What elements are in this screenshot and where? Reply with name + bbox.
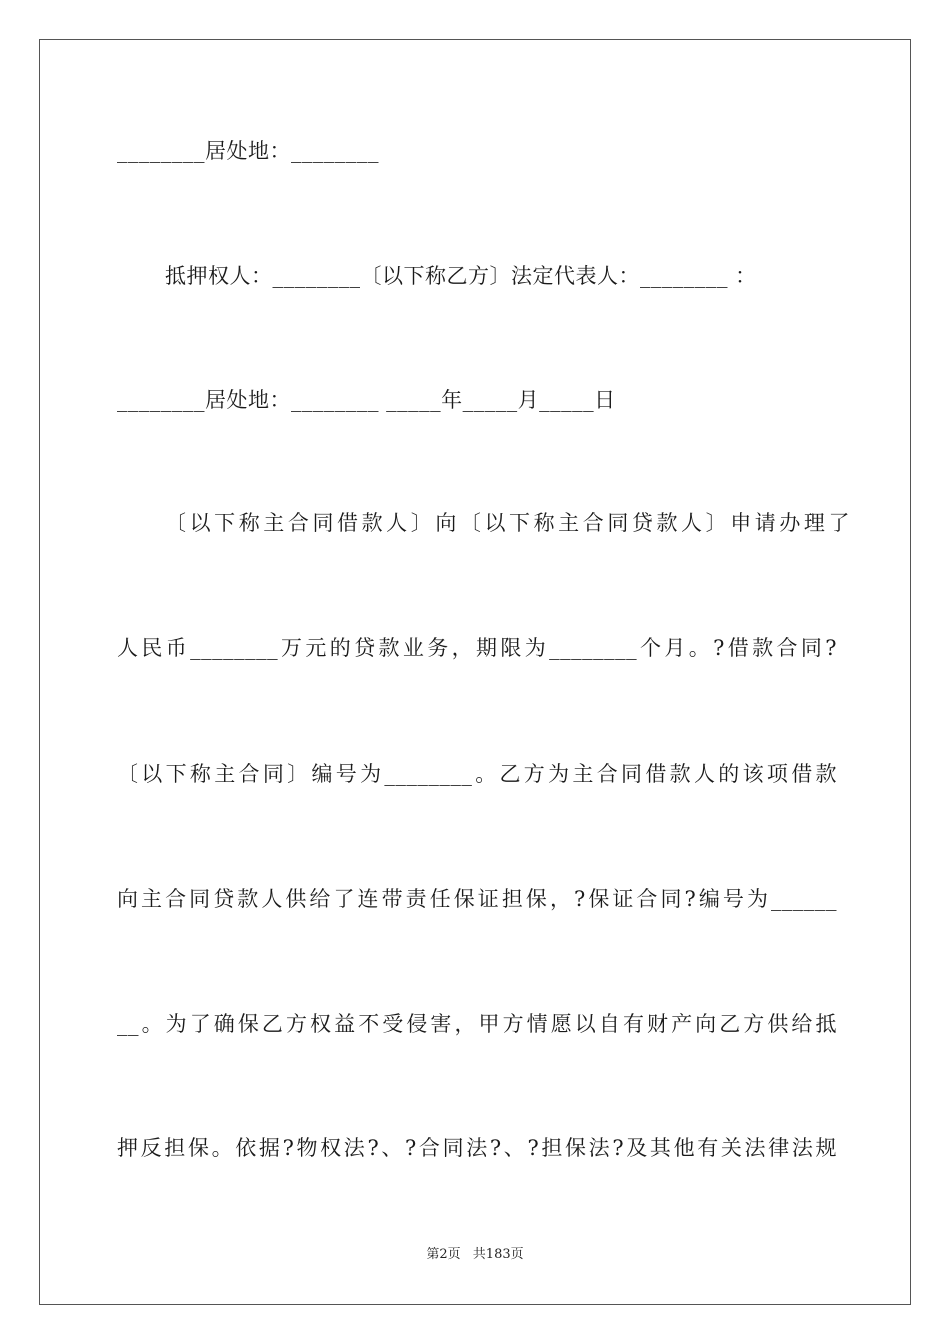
page-footer bbox=[0, 1246, 950, 1264]
document-line-8: __。为了确保乙方权益不受侵害，甲方情愿以自有财产向乙方供给抵 bbox=[117, 1012, 837, 1036]
document-line-7: 向主合同贷款人供给了连带责任保证担保，?保证合同?编号为______ bbox=[117, 887, 837, 911]
document-line-2: 抵押权人：________〔以下称乙方〕法定代表人：________ ： bbox=[165, 264, 757, 288]
document-line-9: 押反担保。依据?物权法?、?合同法?、?担保法?及其他有关法律法规 bbox=[117, 1136, 837, 1160]
page-border bbox=[39, 39, 911, 1305]
document-line-1: ________居处地：________ bbox=[117, 139, 379, 163]
page-total: 共183页 bbox=[472, 1247, 524, 1262]
document-line-4: 〔以下称主合同借款人〕向〔以下称主合同贷款人〕申请办理了 bbox=[165, 511, 850, 535]
document-line-3: ________居处地：________ _____年_____月_____日 bbox=[117, 388, 616, 412]
document-line-6: 〔以下称主合同〕编号为________。乙方为主合同借款人的该项借款 bbox=[117, 762, 837, 786]
page-number: 第2页 bbox=[426, 1247, 461, 1262]
document-line-5: 人民币________万元的贷款业务，期限为________个月。?借款合同? bbox=[117, 636, 837, 660]
